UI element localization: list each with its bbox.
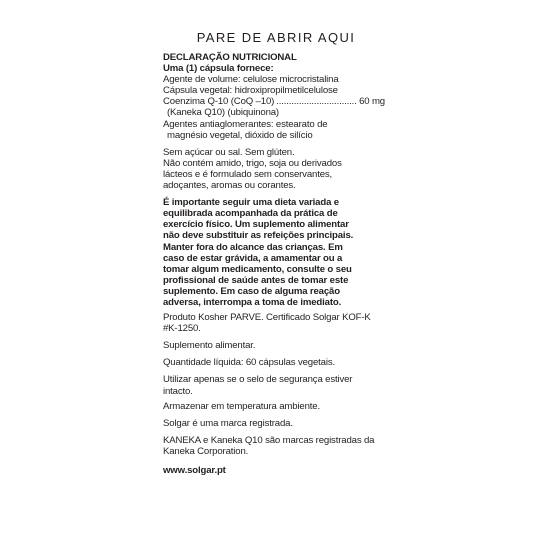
warning-line: É importante seguir uma dieta variada e	[163, 197, 339, 209]
usage-line: intacto.	[163, 385, 193, 397]
stop-opening-here-title: PARE DE ABRIR AQUI	[196, 30, 356, 45]
warning-section	[163, 197, 385, 308]
coq10-label: Coenzima Q-10 (CoQ –10)	[163, 96, 275, 108]
free-from-section	[163, 147, 385, 191]
warning-line: Manter fora do alcance das crianças. Em	[163, 241, 343, 253]
certification-section	[163, 312, 385, 334]
warning-line: exercício físico. Um suplemento alimentar	[163, 219, 349, 231]
ingredient-line: Cápsula vegetal: hidroxipropilmetilcelulose	[163, 85, 338, 97]
usage-section	[163, 374, 385, 396]
quantity-text: Quantidade líquida: 60 cápsulas vegetais.	[163, 357, 335, 369]
warning-line: tomar algum medicamento, consulte o seu	[163, 263, 352, 275]
kaneka-line: KANEKA e Kaneka Q10 são marcas registradas da	[163, 434, 375, 446]
usage-line: Utilizar apenas se o selo de segurança estiver	[163, 374, 353, 386]
anti-caking-line: Agentes antiaglomerantes: estearato de	[163, 118, 328, 130]
product-label	[163, 30, 385, 476]
nutrition-declaration	[163, 52, 385, 141]
dot-leader	[276, 96, 357, 107]
warning-line: não deve substituir as refeições principais.	[163, 230, 354, 242]
ingredient-line: Agente de volume: celulose microcristalina	[163, 74, 339, 86]
certification-line: Produto Kosher PARVE. Certificado Solgar KOF-K	[163, 312, 371, 324]
warning-line: caso de estar grávida, a amamentar ou a	[163, 252, 343, 264]
warning-line: suplemento. Em caso de alguma reação	[163, 285, 340, 297]
supplement-text: Suplemento alimentar.	[163, 340, 256, 352]
free-from-line: adoçantes, aromas ou corantes.	[163, 180, 296, 192]
warning-line: equilibrada acompanhada da prática de	[163, 208, 338, 220]
free-from-line: lácteos e é formulado sem conservantes,	[163, 168, 333, 180]
coq10-amount: 60 mg	[359, 96, 385, 108]
storage-text: Armazenar em temperatura ambiente.	[163, 400, 321, 412]
website-link: www.solgar.pt	[163, 465, 226, 476]
coq10-row	[163, 96, 385, 107]
certification-line: #K-1250.	[163, 323, 201, 335]
anti-caking-line: magnésio vegetal, dióxido de silício	[167, 129, 313, 141]
trademark-text: Solgar é uma marca registrada.	[163, 417, 293, 429]
nutrition-heading: DECLARAÇÃO NUTRICIONAL	[163, 52, 297, 63]
kaneka-trademark-section	[163, 435, 385, 457]
warning-line: adversa, interrompa a toma de imediato.	[163, 296, 342, 308]
kaneka-line: Kaneka Corporation.	[163, 445, 249, 457]
nutrition-subheading: Uma (1) cápsula fornece:	[163, 63, 274, 75]
free-from-line: Sem açúcar ou sal. Sem glúten.	[163, 146, 295, 158]
free-from-line: Não contém amido, trigo, soja ou derivados	[163, 157, 342, 169]
coq10-sub: (Kaneka Q10) (ubiquinona)	[167, 107, 279, 119]
warning-line: profissional de saúde antes de tomar este	[163, 274, 349, 286]
